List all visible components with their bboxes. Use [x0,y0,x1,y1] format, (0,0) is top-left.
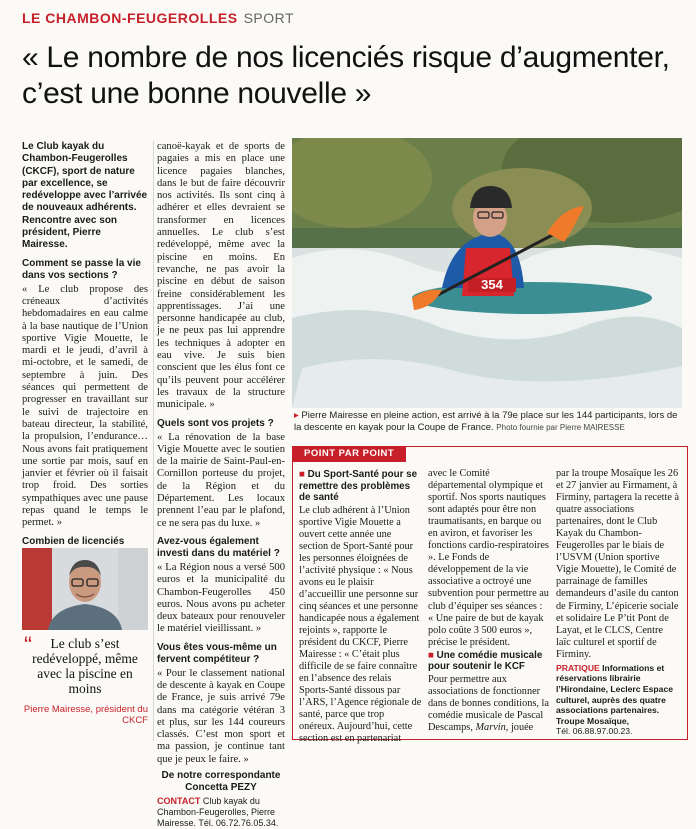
answer-3: « La rénovation de la base Vigie Mouette avec le soutien de la mairie de Saint-Paul-en-Cornillon porteuse du projet, de la Région et du Département. Les locaux prennent l’eau par le plafond, ce ne sera pas du luxe. » [157,431,285,529]
article-lead: Le Club kayak du Chambon-Feugerolles (CKCF), sport de nature par excellence, se redéveloppe avec l’arrivée de nouveaux adhérents. Rencontre avec son président, Pierre Mairesse. [22,141,148,251]
caption-bullet-icon: ▸ [294,410,299,421]
pratique-info [556,663,680,737]
article-column-2 [157,141,285,829]
ppp-show-title: Marvin [475,721,506,733]
answer-2-continued: canoë-kayak et de sports de pagaies a mis en place une licence pagaies blanches, dans le but de faire découvrir nos activités. Ils sont cinq à adhérer et elles devraient se transformer en licences annuelles. Le club s’est redéveloppé, même avec la piscine en moins. En revanche, ne pas avoir la piscine en début de saison freine considérablement les apprentissages. J’ai une personne handicapée au club, je ne peux pas lui apprendre les techniques à adopter en eau vive. Je suis bien conscient que les élus font ce qu’ils peuvent pour accélérer les travaux de la structure municipale. » [157,141,285,411]
kicker-town: LE CHAMBON-FEUGEROLLES [22,10,238,26]
ppp-text-2-end: , jouée [505,721,534,733]
ppp-column-1 [299,468,422,745]
square-bullet-icon: ■ [299,469,305,480]
question-3: Quels sont vos projets ? [157,417,274,429]
kicker-section: SPORT [243,10,295,26]
photo-credit: Photo fournie par Pierre MAIRESSE [496,423,625,432]
point-par-point-tab: POINT PAR POINT [292,446,406,462]
ppp-text-1-continued: avec le Comité départemental olympique et sportif. Nos sports nautiques sont adaptés pour être non traumatisants, en barque ou en aviron, et favoriser les fonctions cardio-respiratoires ». Le Fonds de développement de la vie associative a octroyé une subvention pour permettre au club d’équiper ses séances : « Une paire de but de kayak polo coûte 3 500 euros », précise le président. [428,468,549,648]
ppp-heading-1-text: Du Sport-Santé pour se remettre des problèmes de santé [299,469,418,503]
quote-mark-icon: “ [24,632,32,659]
pratique-label: PRATIQUE [556,662,600,673]
pratique-phone: Tél. 06.88.97.00.23. [556,726,633,737]
answer-4: « La Région nous a versé 500 euros et la municipalité du Chambon-Feugerolles 450 euros. Nous avons pu acheter deux bateaux pour renouveler le matériel vieillissant. » [157,561,285,635]
bib-number: 354 [481,277,503,292]
ppp-heading-2 [428,650,550,673]
ppp-heading-1 [299,469,422,504]
signature-line-2: Concetta PEZY [185,782,257,794]
ppp-column-3 [556,468,680,737]
pull-quote [22,632,148,726]
ppp-column-2 [428,468,550,734]
section-kicker [22,10,294,26]
ppp-text-2-start: Pour permettre aux associations de fonctionner dans de bonnes conditions, la comédie musicale de Pascal Descamps, [428,673,549,733]
question-1: Comment se passe la vie dans vos sections ? [22,257,141,281]
answer-5: « Pour le classement national de descente à kayak en Coupe de France, je suis arrivé 79e dans ma catégorie vétéran 3 et plus, sur les 144 coureurs classés. C’est mon sport et ma passion, je continue tant que je peux le faire. » [157,667,285,765]
column-divider [153,141,154,741]
contact-text: Club kayak du Chambon-Feugerolles, Pierre Mairesse. Tél. 06.72.76.05.34. [157,796,279,829]
ppp-heading-2-text: Une comédie musicale pour soutenir le KCF [428,649,543,673]
contact-label: CONTACT [157,796,201,807]
signature-line-1: De notre correspondante [161,770,281,782]
question-2: Combien de licenciés [22,535,125,547]
ppp-text-2 [428,674,550,734]
question-4: Avez-vous également investi dans du matériel ? [157,535,280,559]
pratique-text: Informations et réservations librairie l’Hirondaine, Leclerc Espace culturel, auprès des quatre associations partenaires. Troupe Mosaïque, [556,662,674,726]
author-signature [157,770,285,794]
kayak-photo [292,138,682,408]
caption-text: Pierre Mairesse en pleine action, est arrivé à la 79e place sur les 144 participants, lors de la descente en kayak pour la Coupe de France. [294,410,678,433]
ppp-text-1: Le club adhérent à l’Union sportive Vigie Mouette a ouvert cette année une section de Sport-Santé pour les personnes éloignées de l’activité physique : « Nous avons eu le plaisir d’accueillir une personne sur cinq séances et une personne handicapée nous a également rejoints », rapporte le président du CKCF, Pierre Mairesse : « C’était plus difficile de se faire connaître en l’absence des relais Sports-Santé dissous par l’ARS, l’Agence régionale de santé, parce que trop onéreux. Aujourd’hui, cette section est en partenariat [299,504,422,745]
portrait-photo [22,548,148,630]
article-headline: « Le nombre de nos licenciés risque d’augmenter, c’est une bonne nouvelle » [22,41,670,110]
photo-caption [294,410,686,434]
ppp-text-2-continued: par la troupe Mosaïque les 26 et 27 janvier au Firmament, à Firminy, partagera la recette à quatre associations partenaires, dont le Club Kayak du Chambon-Feugerolles par le biais de l’USVM (Union sportive Vigie Mouette), le Comité de parrainage de familles demandeurs d’asile du canton de Firminy, L’épicerie sociale et solidaire Le P’tit Pont de Layat, et le CLCS, Centre laïc culturel et sportif de Firminy. [556,468,680,660]
question-5: Vous êtes vous-même un fervent compétiteur ? [157,641,277,665]
answer-1: « Le club propose des créneaux d’activités hebdomadaires en eau calme à la base nautique de l’Union sportive Vigie Mouette, le mardi et le jeudi, d’avril à mi-octobre, et le samedi, de septembre à juin. Des séances qui permettent de progresser en travaillant sur le suivi de trajectoire en bateau directeur, la stabilité, la propulsion, l’endurance… Nous avons fait pratiquement une sortie par mois, sauf en janvier et février où il faisait trop froid. Des sorties sympathiques avec une pause repas quand le temps le permet. » [22,283,148,529]
square-bullet-icon: ■ [428,649,434,661]
contact-info [157,796,285,829]
pull-quote-author: Pierre Mairesse, président du CKCF [23,704,148,726]
pull-quote-text: Le club s’est redéveloppé, même avec la piscine en moins [32,636,138,696]
